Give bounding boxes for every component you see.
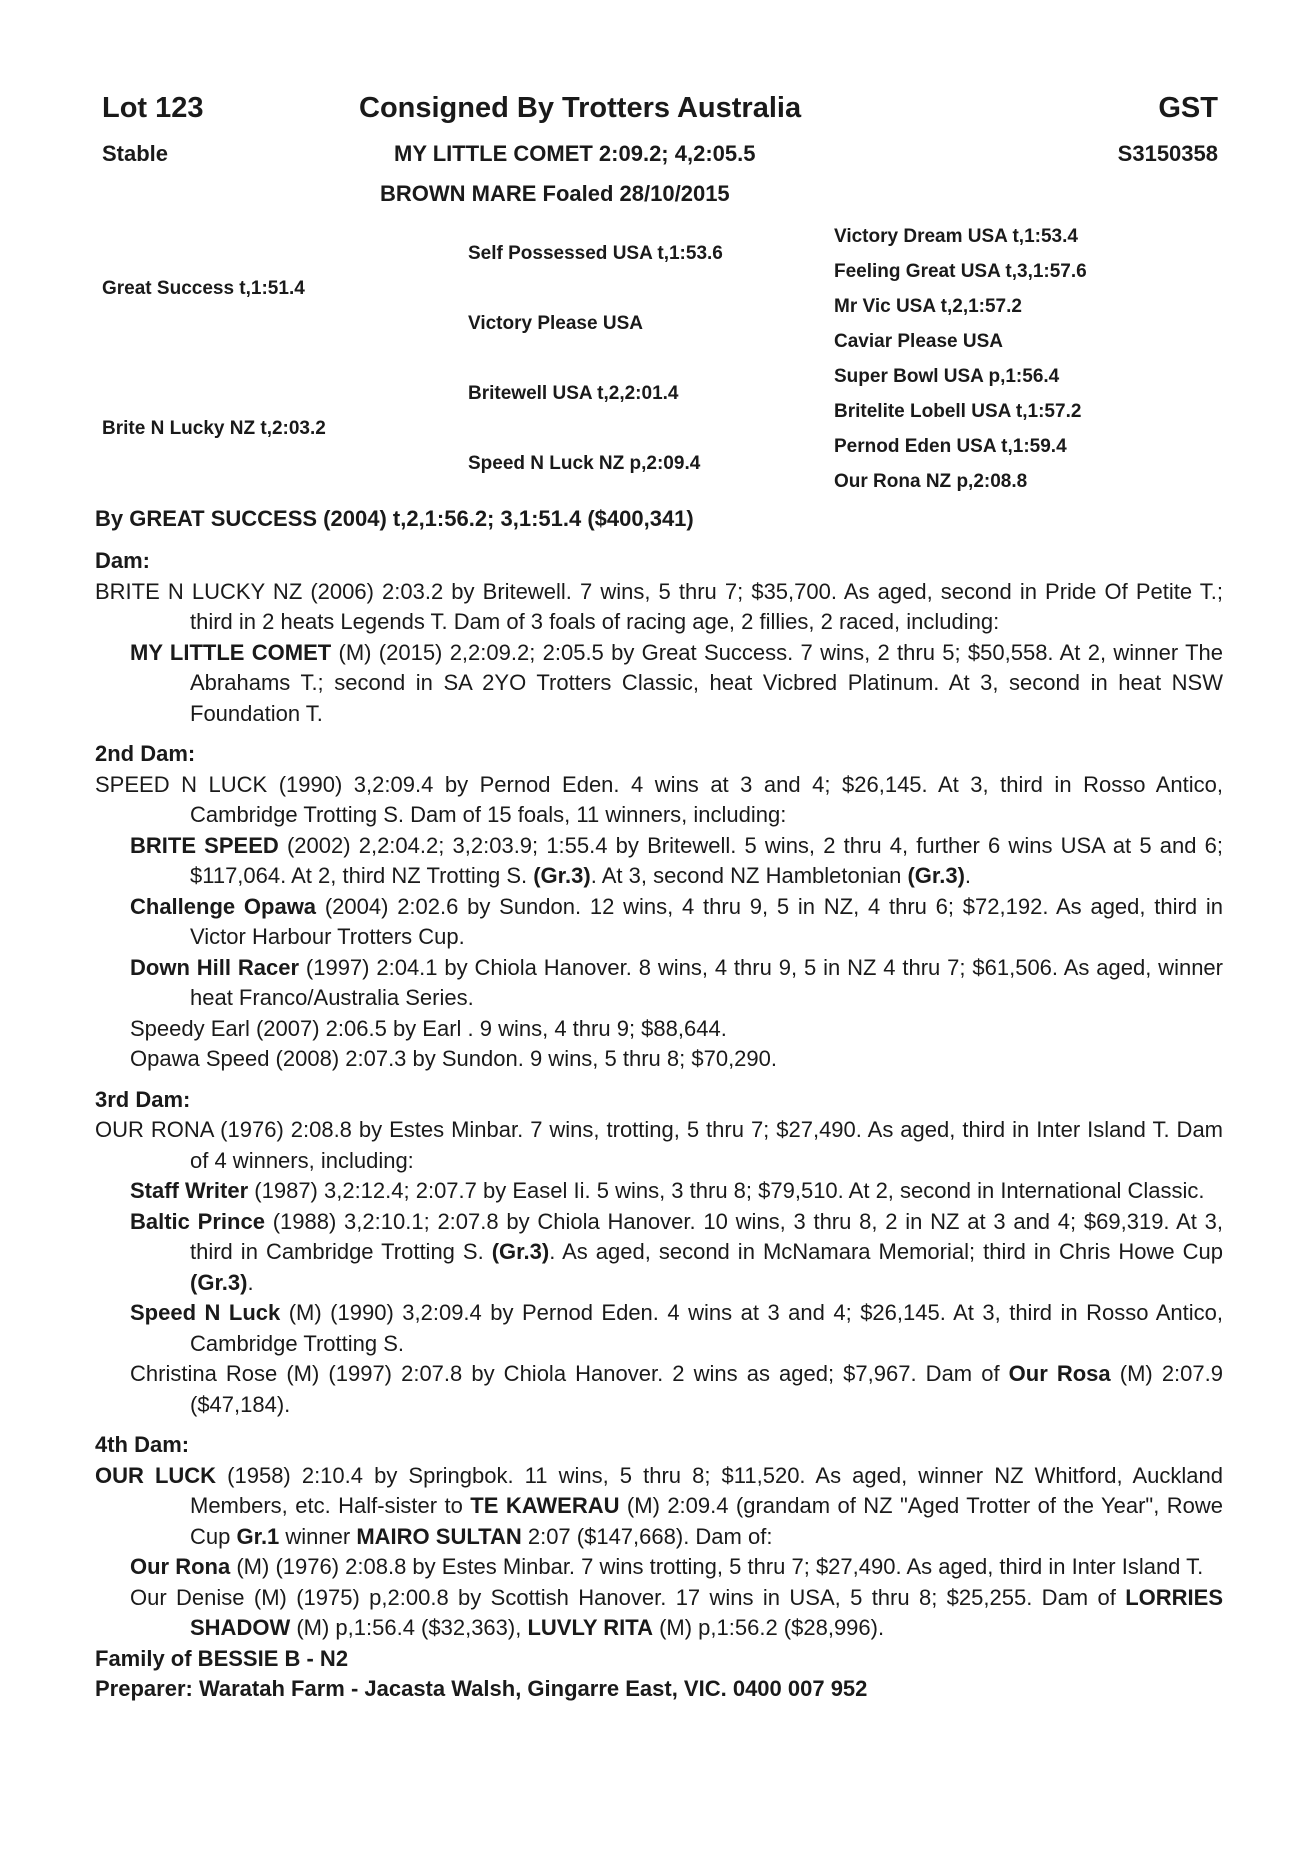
pedigree-sire-sire: Self Possessed USA t,1:53.6	[468, 243, 723, 264]
pedigree-dam-dam: Speed N Luck NZ p,2:09.4	[468, 453, 701, 474]
pedigree-gen3-2: Feeling Great USA t,3,1:57.6	[834, 261, 1087, 282]
pedigree-dam-sire: Britewell USA t,2,2:01.4	[468, 383, 679, 404]
pedigree-gen3-6: Britelite Lobell USA t,1:57.2	[834, 401, 1082, 422]
dam-paragraph: BRITE N LUCKY NZ (2006) 2:03.2 by Britewell. 7 wins, 5 thru 7; $35,700. As aged, second in Pride Of Petite T.; third in 2 heats Legends T. Dam of 3 foals of racing age, 2 fillies, 2 raced, including:	[95, 578, 1223, 634]
pedigree-dam: Brite N Lucky NZ t,2:03.2	[102, 418, 326, 439]
dam4-foal: Our Rona (M) (1976) 2:08.8 by Estes Minbar. 7 wins trotting, 5 thru 7; $27,490. As aged, third in Inter Island T.	[130, 1554, 1204, 1579]
dam3-foal: Baltic Prince (1988) 3,2:10.1; 2:07.8 by Chiola Hanover. 10 wins, 3 thru 8, 2 in NZ at 3 and 4; $69,319. At 3, third in Cambridge Trotting S. (Gr.3). As aged, second in McNamara Memorial; third in Chris Howe Cup (Gr.3).	[130, 1208, 1223, 1295]
dam-foal: MY LITTLE COMET (M) (2015) 2,2:09.2; 2:05.5 by Great Success. 7 wins, 2 thru 5; $50,558. At 2, winner The Abrahams T.; second in SA 2YO Trotters Classic, heat Vicbred Platinum. At 3, second in heat NSW Foundation T.	[130, 639, 1224, 726]
dam2-foal: Opawa Speed (2008) 2:07.3 by Sundon. 9 wins, 5 thru 8; $70,290.	[130, 1046, 778, 1071]
pedigree-gen3-8: Our Rona NZ p,2:08.8	[834, 471, 1028, 492]
horse-name-line: MY LITTLE COMET 2:09.2; 4,2:05.5	[394, 141, 756, 166]
dam2-foal: Speedy Earl (2007) 2:06.5 by Earl . 9 wins, 4 thru 9; $88,644.	[130, 1015, 727, 1041]
pedigree-sire: Great Success t,1:51.4	[102, 278, 305, 299]
dam2-foal: Down Hill Racer (1997) 2:04.1 by Chiola Hanover. 8 wins, 4 thru 9, 5 in NZ 4 thru 7; $61,506. As aged, winner heat Franco/Australia Series.	[130, 954, 1223, 1010]
dam4-paragraph: OUR LUCK (1958) 2:10.4 by Springbok. 11 wins, 5 thru 8; $11,520. As aged, winner NZ Whitford, Auckland Members, etc. Half-sister to TE KAWERAU (M) 2:09.4 (grandam of NZ "Aged Trotter of the Year", Rowe Cup Gr.1 winner MAIRO SULTAN 2:07 ($147,668). Dam of:	[95, 1462, 1223, 1549]
gst-label: GST	[1158, 92, 1218, 124]
foal-name: MY LITTLE COMET	[130, 639, 332, 665]
dam4-heading: 4th Dam:	[95, 1432, 190, 1457]
pedigree-gen3-7: Pernod Eden USA t,1:59.4	[834, 436, 1067, 457]
produce-record	[95, 546, 1223, 1705]
dam2-foal: Challenge Opawa (2004) 2:02.6 by Sundon. 12 wins, 4 thru 9, 5 in NZ, 4 thru 6; $72,192. As aged, third in Victor Harbour Trotters Cup.	[130, 893, 1223, 949]
lot-number: Lot 123	[102, 92, 204, 124]
dam2-paragraph: SPEED N LUCK (1990) 3,2:09.4 by Pernod Eden. 4 wins at 3 and 4; $26,145. At 3, third in Rosso Antico, Cambridge Trotting S. Dam of 15 foals, 11 winners, including:	[95, 771, 1223, 827]
dam4-foal: Our Denise (M) (1975) p,2:00.8 by Scottish Hanover. 17 wins in USA, 5 thru 8; $25,255. Dam of LORRIES SHADOW (M) p,1:56.4 ($32,363), LUVLY RITA (M) p,1:56.2 ($28,996).	[130, 1584, 1223, 1640]
pedigree-gen3-1: Victory Dream USA t,1:53.4	[834, 226, 1078, 247]
dam3-foal: Staff Writer (1987) 3,2:12.4; 2:07.7 by Easel Ii. 5 wins, 3 thru 8; $79,510. At 2, second in International Classic.	[130, 1178, 1205, 1203]
dam3-foal: Christina Rose (M) (1997) 2:07.8 by Chiola Hanover. 2 wins as aged; $7,967. Dam of Our Rosa (M) 2:07.9 ($47,184).	[130, 1361, 1223, 1417]
dam2-foal: BRITE SPEED (2002) 2,2:04.2; 3,2:03.9; 1:55.4 by Britewell. 5 wins, 2 thru 4, further 6 wins USA at 5 and 6; $117,064. At 2, third NZ Trotting S. (Gr.3). At 3, second NZ Hambletonian (Gr.3).	[130, 832, 1223, 888]
pedigree-gen3-5: Super Bowl USA p,1:56.4	[834, 366, 1060, 387]
family-line: Family of BESSIE B - N2	[95, 1645, 349, 1671]
horse-description: BROWN MARE Foaled 28/10/2015	[380, 181, 730, 206]
dam3-foal: Speed N Luck (M) (1990) 3,2:09.4 by Pernod Eden. 4 wins at 3 and 4; $26,145. At 3, third in Rosso Antico, Cambridge Trotting S.	[130, 1300, 1223, 1356]
dam3-heading: 3rd Dam:	[95, 1086, 191, 1112]
consignor: Consigned By Trotters Australia	[359, 92, 802, 124]
pedigree-gen3-4: Caviar Please USA	[834, 331, 1003, 352]
preparer-line: Preparer: Waratah Farm - Jacasta Walsh, Gingarre East, VIC. 0400 007 952	[95, 1676, 868, 1701]
dam3-paragraph: OUR RONA (1976) 2:08.8 by Estes Minbar. 7 wins, trotting, 5 thru 7; $27,490. As aged, third in Inter Island T. Dam of 4 winners, including:	[95, 1117, 1223, 1173]
sire-line: By GREAT SUCCESS (2004) t,2,1:56.2; 3,1:51.4 ($400,341)	[95, 506, 694, 531]
horse-code: S3150358	[1117, 141, 1218, 166]
dam2-heading: 2nd Dam:	[95, 741, 196, 766]
stable-label: Stable	[102, 141, 169, 166]
pedigree-sire-dam: Victory Please USA	[468, 313, 643, 334]
dam-heading: Dam:	[95, 548, 151, 573]
pedigree-gen3-3: Mr Vic USA t,2,1:57.2	[834, 296, 1022, 317]
